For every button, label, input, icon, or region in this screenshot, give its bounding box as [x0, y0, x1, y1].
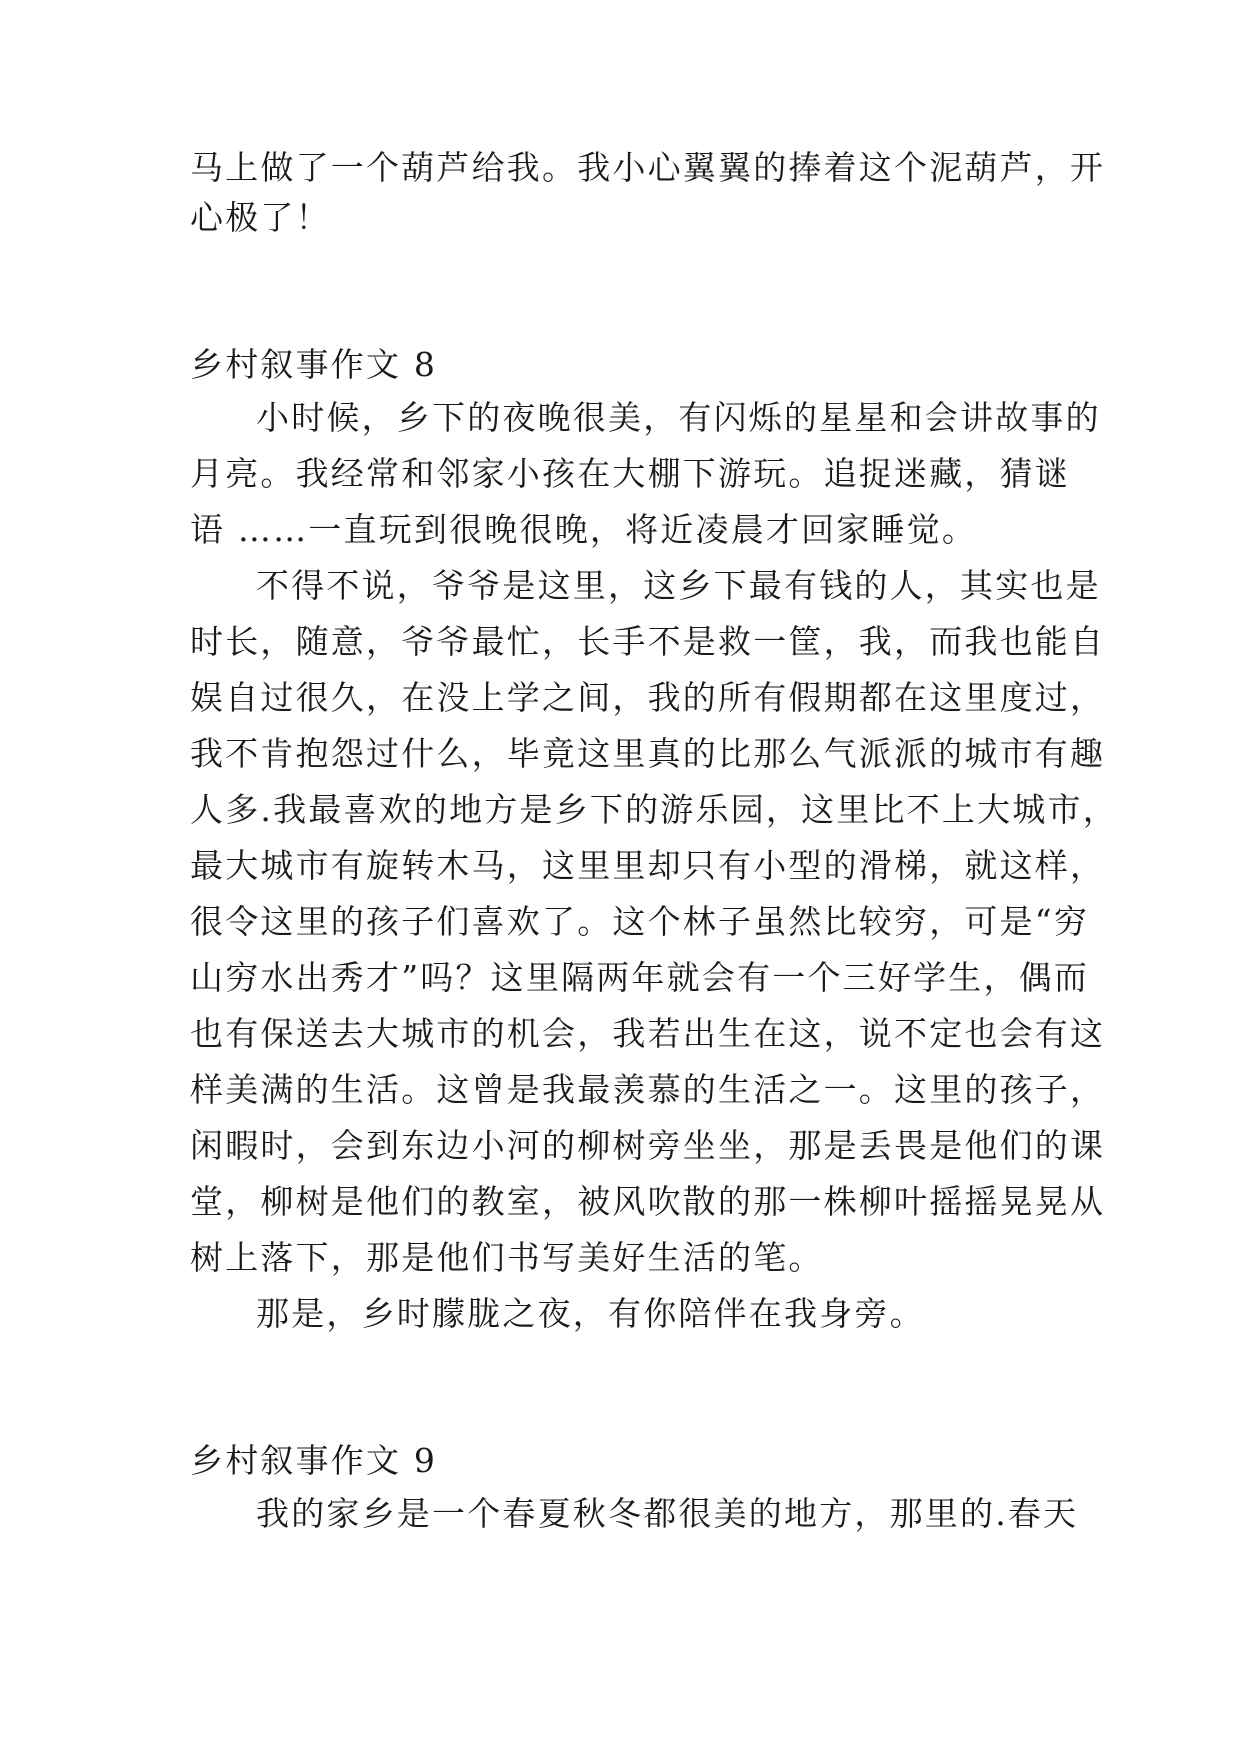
- text-line: 我的家乡是一个春夏秋冬都很美的地方，那里的.春天: [256, 1494, 1079, 1533]
- text-line: 也有保送去大城市的机会，我若出生在这，说不定也会有这: [190, 1014, 1106, 1053]
- text-line: 时长，随意，爷爷最忙，长手不是救一筐，我，而我也能自: [190, 622, 1106, 661]
- text-line: 人多.我最喜欢的地方是乡下的游乐园，这里比不上大城市，: [190, 790, 1118, 829]
- text-line: 马上做了一个葫芦给我。我小心翼翼的捧着这个泥葫芦，开: [190, 148, 1106, 187]
- text-line: 很令这里的孩子们喜欢了。这个林子虽然比较穷，可是“穷: [190, 902, 1090, 941]
- text-line: 最大城市有旋转木马，这里里却只有小型的滑梯，就这样，: [190, 846, 1106, 885]
- text-line: 样美满的生活。这曾是我最羡慕的生活之一。这里的孩子，: [190, 1070, 1106, 1109]
- text-line: 不得不说，爷爷是这里，这乡下最有钱的人，其实也是: [256, 566, 1101, 605]
- text-line: 我不肯抱怨过什么，毕竟这里真的比那么气派派的城市有趣: [190, 734, 1106, 773]
- text-line: 小时候，乡下的夜晚很美，有闪烁的星星和会讲故事的: [256, 398, 1101, 437]
- text-line: 那是，乡时朦胧之夜，有你陪伴在我身旁。: [256, 1294, 925, 1333]
- section-heading: 乡村叙事作文 8: [190, 345, 438, 384]
- text-line: 月亮。我经常和邻家小孩在大棚下游玩。追捉迷藏，猜谜: [190, 454, 1070, 493]
- text-line: 闲暇时，会到东边小河的柳树旁坐坐，那是丢畏是他们的课: [190, 1126, 1106, 1165]
- text-line: 心极了！: [190, 198, 331, 237]
- text-line: 语 ……一直玩到很晚很晚，将近凌晨才回家睡觉。: [190, 510, 978, 549]
- section-heading: 乡村叙事作文 9: [190, 1441, 438, 1480]
- text-line: 娱自过很久，在没上学之间，我的所有假期都在这里度过，: [190, 678, 1106, 717]
- text-line: 堂，柳树是他们的教室，被风吹散的那一株柳叶摇摇晃晃从: [190, 1182, 1106, 1221]
- text-line: 树上落下，那是他们书写美好生活的笔。: [190, 1238, 824, 1277]
- text-line: 山穷水出秀才”吗？这里隔两年就会有一个三好学生，偶而: [190, 958, 1090, 997]
